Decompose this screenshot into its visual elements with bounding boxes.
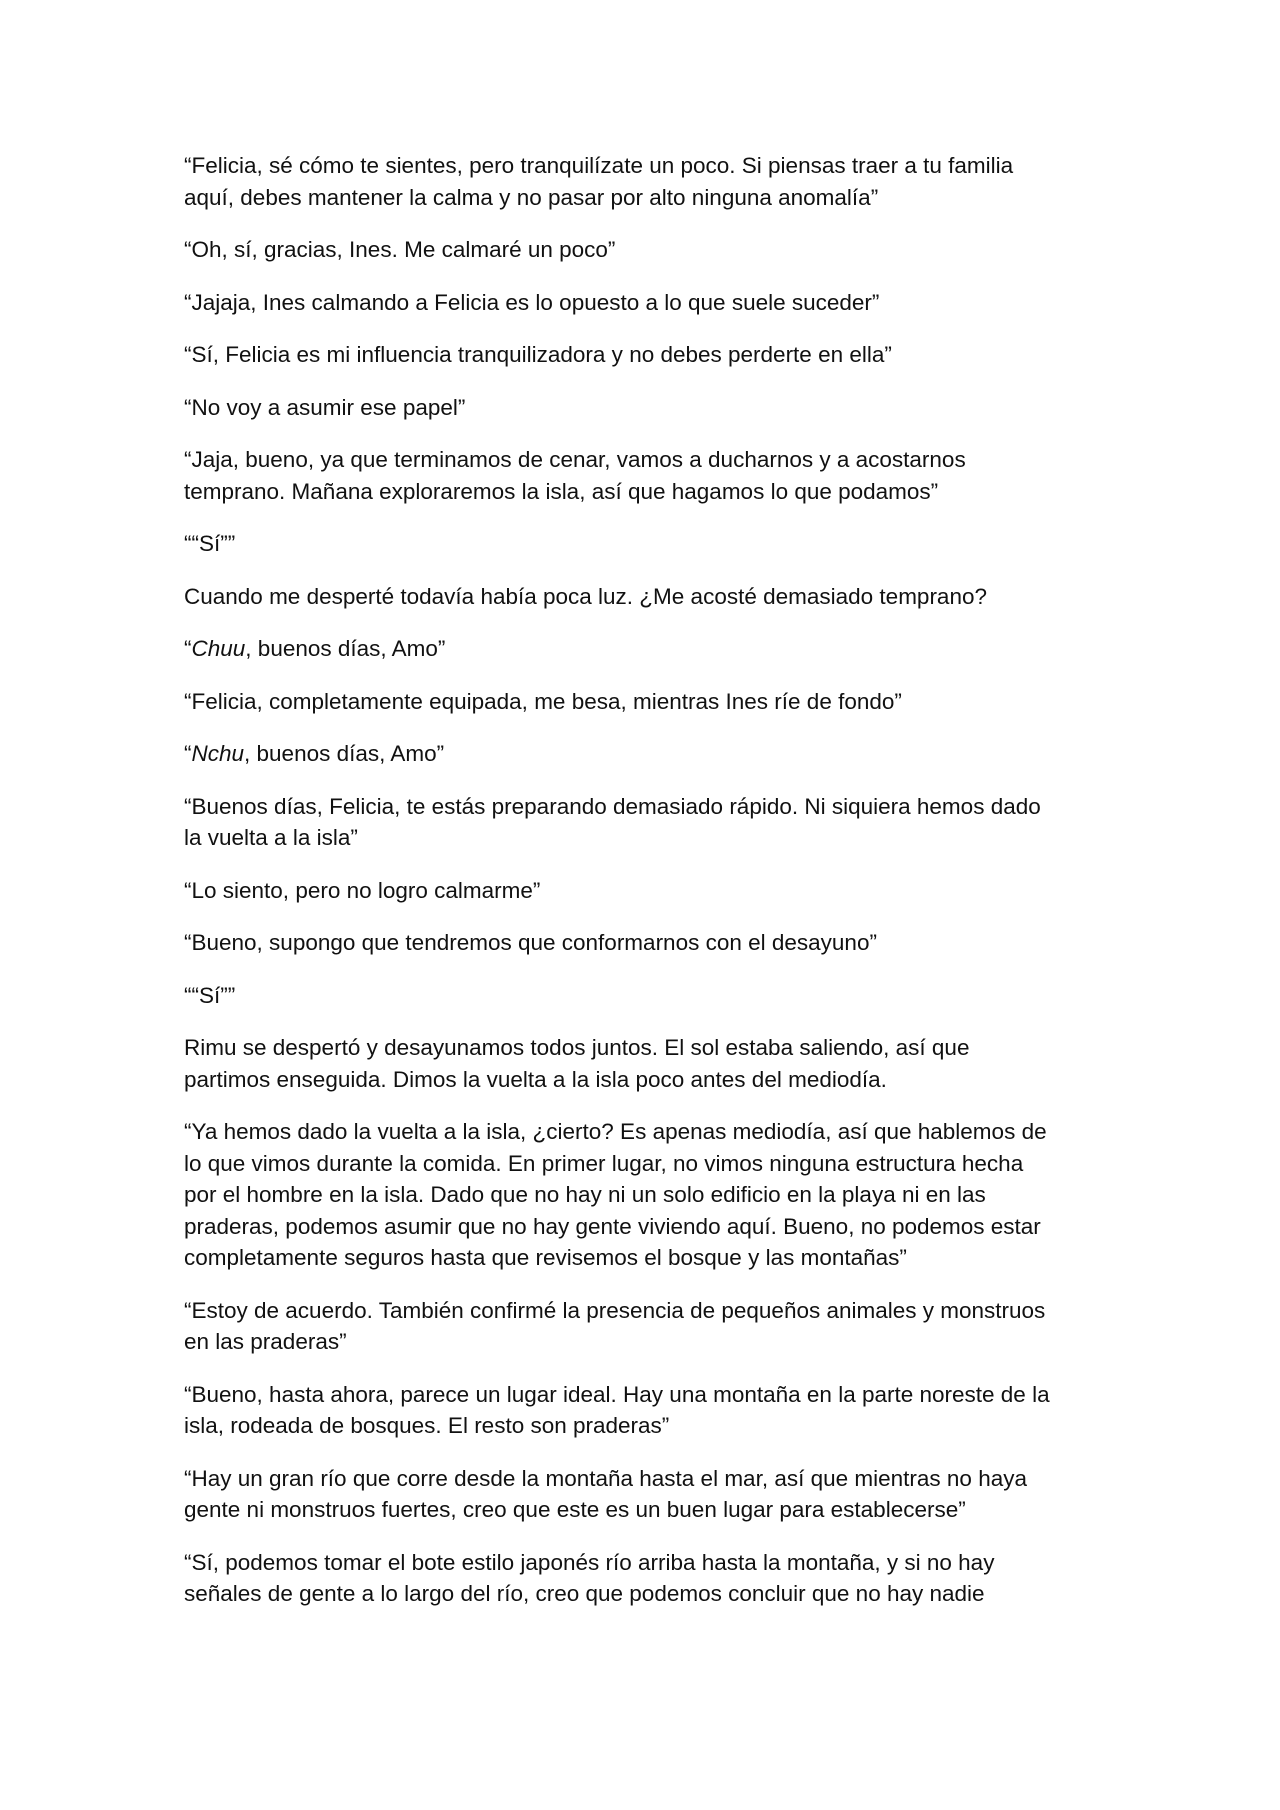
paragraph: “Sí, Felicia es mi influencia tranquilizadora y no debes perderte en ella” [184,342,892,367]
paragraph: “Lo siento, pero no logro calmarme” [184,877,541,903]
paragraph: “Buenos días, Felicia, te estás preparando demasiado rápido. Ni siquiera hemos dado la vuelta a la isla” [184,793,1041,850]
paragraph: “No voy a asumir ese papel” [184,394,466,420]
paragraph: “Ya hemos dado la vuelta a la isla, ¿cierto? Es apenas mediodía, así que hablemos de lo que vimos durante la comida. En primer lugar, no vimos ninguna estructura hecha por el hombre en la isla. Dado que no hay ni un solo edificio en la playa ni en las praderas, podemos asumir que no hay gente viviendo aquí. Bueno, no podemos estar completamente seguros hasta que revisemos el bosque y las montañas” [184,1119,1047,1270]
paragraph [184,633,1114,665]
paragraph: “Oh, sí, gracias, Ines. Me calmaré un poco” [184,237,616,262]
paragraph: “Bueno, supongo que tendremos que conformarnos con el desayuno” [184,930,877,955]
paragraph-text: “ [184,636,192,661]
paragraph-text: , buenos días, Amo” [245,636,446,661]
paragraph: “Jajaja, Ines calmando a Felicia es lo opuesto a lo que suele suceder” [184,289,880,315]
paragraph: “Estoy de acuerdo. También confirmé la presencia de pequeños animales y monstruos en las praderas” [184,1297,1046,1354]
paragraph-text: , buenos días, Amo” [244,741,445,766]
paragraph: “Sí, podemos tomar el bote estilo japonés río arriba hasta la montaña, y si no hay señales de gente a lo largo del río, creo que podemos concluir que no hay nadie [184,1549,995,1606]
paragraph: Rimu se despertó y desayunamos todos juntos. El sol estaba saliendo, así que partimos enseguida. Dimos la vuelta a la isla poco antes del mediodía. [184,1035,970,1092]
paragraph: “Felicia, completamente equipada, me besa, mientras Ines ríe de fondo” [184,688,902,714]
paragraph: Cuando me desperté todavía había poca luz. ¿Me acosté demasiado temprano? [184,583,987,609]
paragraph: ““Sí”” [184,531,236,556]
italic-text: Chuu [191,636,246,661]
paragraph: “Bueno, hasta ahora, parece un lugar ideal. Hay una montaña en la parte noreste de la isla, rodeada de bosques. El resto son praderas” [184,1381,1050,1438]
paragraph: “Felicia, sé cómo te sientes, pero tranquilízate un poco. Si piensas traer a tu familia aquí, debes mantener la calma y no pasar por alto ninguna anomalía” [184,153,1014,210]
paragraph: “Hay un gran río que corre desde la montaña hasta el mar, así que mientras no haya gente ni monstruos fuertes, creo que este es un buen lugar para establecerse” [184,1465,1027,1522]
paragraph: ““Sí”” [184,982,236,1008]
paragraph [184,738,1114,770]
paragraph-text: “ [184,741,192,766]
paragraph: “Jaja, bueno, ya que terminamos de cenar, vamos a ducharnos y a acostarnos temprano. Mañana exploraremos la isla, así que hagamos lo que podamos” [184,447,966,504]
italic-text: Nchu [191,741,245,766]
document-page [184,150,1114,1631]
